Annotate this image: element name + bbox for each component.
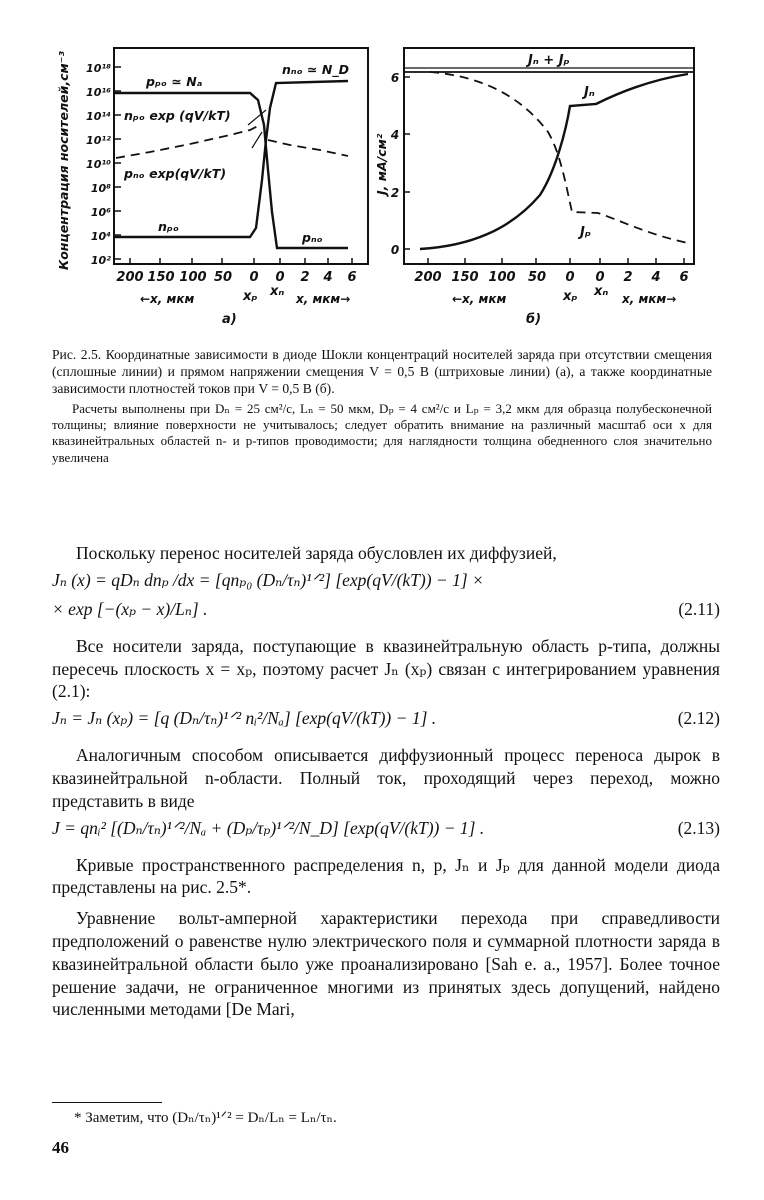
- footnote: * Заметим, что (Dₙ/τₙ)¹ᐟ² = Dₙ/Lₙ = Lₙ/τₙ.: [74, 1110, 337, 1126]
- panel-a-x-arrow-left: ←x, мкм: [140, 292, 195, 306]
- page-number: 46: [52, 1138, 69, 1157]
- panel-b-xtick: 200: [414, 270, 442, 285]
- panel-b-xtick: 50: [527, 270, 547, 285]
- paragraph-3: Аналогичным способом описывается диффузионный процесс переноса дырок в квазинейтральной n-области. Полный ток, проходящий через переход, можно представить в виде: [52, 745, 720, 811]
- panel-a-ytick: 10¹⁶: [86, 86, 111, 99]
- panel-b-label: б): [526, 312, 542, 327]
- caption-note: Расчеты выполнены при Dₙ = 25 см²/с, Lₙ = 50 мкм, Dₚ = 4 см²/с и Lₚ = 3,2 мкм для образца полубесконечной толщины; влияние поверхности не учитывалось; следует обратить внимание на различный масштаб оси x для квазинейтральных областей n- и p-типов проводимости; для наглядности толщина обедненного слоя значительно увеличена: [52, 401, 712, 465]
- caption-main: Рис. 2.5. Координатные зависимости в диоде Шокли концентраций носителей заряда при отсутствии смещения (сплошные линии) и прямом напряжении смещения V = 0,5 В (штриховые линии) (а), а также координатные зависимости плотностей токов при V = 0,5 В (б).: [52, 347, 712, 396]
- paragraph-2: Все носители заряда, поступающие в квазинейтральную область p-типа, должны пересечь плоскость x = xₚ, поэтому расчет Jₙ (xₚ) связан с интегрированием уравнения (2.1):: [52, 635, 720, 702]
- panel-b-xtick: 6: [679, 270, 689, 285]
- equation-2-11-line-1: [52, 569, 720, 594]
- paragraph-1: Поскольку перенос носителей заряда обусловлен их диффузией,: [76, 543, 557, 563]
- figure-caption: [52, 346, 712, 466]
- panel-b-xtick: 0: [595, 270, 605, 285]
- panel-a-ytick: 10¹⁸: [86, 62, 111, 75]
- panel-a-ylabel: Концентрация носителей,см⁻³: [56, 51, 71, 270]
- panel-b-label-jn: Jₙ: [584, 85, 595, 100]
- panel-b-ytick: 0: [390, 243, 400, 257]
- panel-a-label-pno-exp: pₙₒ exp(qV/kT): [124, 166, 227, 181]
- panel-b-frame: [404, 48, 694, 264]
- panel-b: [374, 48, 694, 327]
- panel-a-label: а): [222, 312, 237, 327]
- panel-b-ytick: 6: [390, 71, 400, 85]
- equation-number: (2.11): [678, 598, 720, 619]
- panel-b-label-total: Jₙ + Jₚ: [528, 53, 570, 68]
- panel-b-xtick: 4: [651, 270, 661, 285]
- equation-2-12: [52, 707, 720, 732]
- panel-b-xtick: 150: [451, 270, 479, 285]
- panel-a-xtick: 200: [116, 270, 144, 285]
- panel-a-xtick: 100: [179, 270, 207, 285]
- panel-a-xtick: 0: [249, 270, 259, 285]
- panel-b-ylabel: J, мА/см²: [374, 133, 389, 195]
- panel-b-xn-label: xₙ: [594, 284, 609, 299]
- panel-a-xtick: 4: [323, 270, 333, 285]
- footnote-separator: [52, 1102, 162, 1103]
- panel-b-xtick: 100: [488, 270, 516, 285]
- panel-a-ytick: 10⁸: [90, 182, 111, 195]
- panel-b-ytick: 2: [390, 186, 400, 200]
- panel-a-npo-exp-dashed: [116, 126, 258, 158]
- panel-a-label-ppo-na: pₚₒ ≃ Nₐ: [146, 74, 203, 89]
- panel-a-xtick: 2: [300, 270, 310, 285]
- panel-a-xtick: 150: [147, 270, 175, 285]
- equation-2-13: [52, 817, 720, 842]
- panel-a-pno-exp-dashed: [268, 140, 348, 156]
- panel-a-label-pno: pₙₒ: [302, 230, 323, 245]
- equation-text: Jₙ (x) = qDₙ dnₚ /dx = [qnₚ₀ (Dₙ/τₙ)¹ᐟ²] [exp(qV/(kT)) − 1] ×: [52, 569, 484, 590]
- panel-a-ytick: 10¹²: [86, 134, 111, 147]
- panel-b-xp-label: xₚ: [563, 289, 578, 304]
- panel-b-ytick: 4: [390, 128, 400, 142]
- panel-a: [56, 48, 368, 327]
- panel-a-ytick: 10¹⁴: [86, 110, 111, 123]
- main-text: [52, 542, 720, 1021]
- panel-a-xtick: 6: [347, 270, 357, 285]
- paragraph-4: Кривые пространственного распределения n, p, Jₙ и Jₚ для данной модели диода представлены на рис. 2.5*.: [52, 854, 720, 898]
- panel-b-x-arrow-right: x, мкм→: [622, 292, 677, 306]
- panel-b-xtick: 0: [565, 270, 575, 285]
- paragraph-5: Уравнение вольт-амперной характеристики перехода при справедливости предположений о равенстве нулю электрического поля и суммарной плотности заряда в квазинейтральной области было уже проанализировано [Sah e. a., 1957]. Более точное решение задачи, не ограниченное многими из принятых здесь допущений, найдено численными методами [De Mari,: [52, 908, 720, 1020]
- panel-a-ytick: 10²: [90, 254, 111, 267]
- panel-b-jn-curve: [420, 74, 688, 249]
- panel-a-label-npo-exp: nₚₒ exp (qV/kT): [124, 108, 231, 123]
- panel-a-xtick: 0: [275, 270, 285, 285]
- figure-2-5: [0, 0, 764, 340]
- equation-number: (2.13): [677, 817, 720, 838]
- equation-text: Jₙ = Jₙ (xₚ) = [q (Dₙ/τₙ)¹ᐟ² nᵢ²/Nₐ] [exp(qV/(kT)) − 1] .: [52, 708, 437, 729]
- panel-a-label-npo: nₚₒ: [158, 219, 179, 234]
- panel-a-ytick: 10¹⁰: [86, 158, 111, 171]
- panel-a-ytick: 10⁶: [90, 206, 111, 219]
- panel-a-ytick: 10⁴: [90, 230, 111, 243]
- panel-a-x-arrow-right: x, мкм→: [296, 292, 351, 306]
- equation-number: (2.12): [677, 708, 720, 729]
- panel-a-xn-label: xₙ: [270, 284, 285, 299]
- panel-b-jp-curve: [430, 72, 688, 243]
- equation-text: J = qnᵢ² [(Dₙ/τₙ)¹ᐟ²/Nₐ + (Dₚ/τₚ)¹ᐟ²/N_D] [exp(qV/(kT)) − 1] .: [52, 817, 485, 838]
- panel-b-x-arrow-left: ←x, мкм: [452, 292, 507, 306]
- panel-a-xtick: 50: [213, 270, 233, 285]
- panel-b-label-jp: Jₚ: [580, 225, 592, 240]
- panel-a-label-nno-nd: nₙₒ ≃ N_D: [282, 62, 349, 77]
- panel-b-xtick: 2: [623, 270, 633, 285]
- equation-text: × exp [−(xₚ − x)/Lₙ] .: [52, 598, 208, 619]
- panel-a-npo-curve: [114, 81, 348, 237]
- figure-svg: [0, 0, 764, 340]
- panel-a-xp-label: xₚ: [243, 289, 258, 304]
- equation-2-11-line-2: [52, 598, 720, 623]
